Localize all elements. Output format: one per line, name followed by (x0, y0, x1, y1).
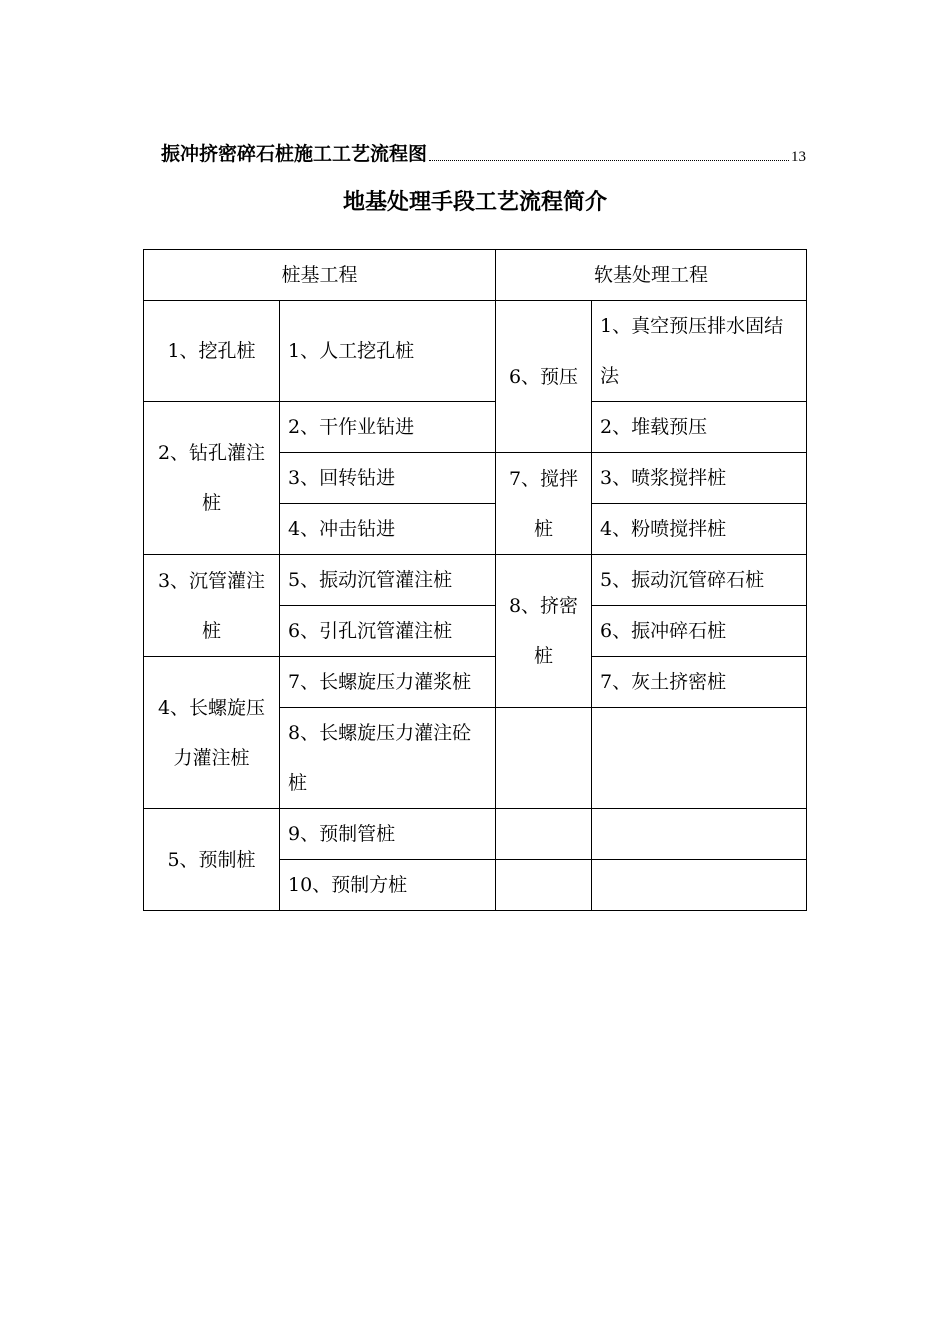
pile-category-3: 3、沉管灌注桩 (144, 555, 280, 657)
soft-method-1: 1、真空预压排水固结法 (592, 301, 807, 402)
pile-category-2: 2、钻孔灌注桩 (144, 402, 280, 555)
empty-cell (496, 860, 592, 911)
toc-entry[interactable] (161, 138, 806, 166)
pile-category-4: 4、长螺旋压力灌注桩 (144, 657, 280, 809)
empty-cell (592, 708, 807, 809)
soft-category-8: 8、挤密桩 (496, 555, 592, 708)
pile-method-9: 9、预制管桩 (280, 809, 496, 860)
header-pile-engineering: 桩基工程 (144, 250, 496, 301)
pile-method-10: 10、预制方桩 (280, 860, 496, 911)
soft-method-3: 3、喷浆搅拌桩 (592, 453, 807, 504)
document-title: 地基处理手段工艺流程简介 (342, 189, 607, 215)
soft-method-4: 4、粉喷搅拌桩 (592, 504, 807, 555)
header-soft-foundation: 软基处理工程 (496, 250, 807, 301)
pile-category-5: 5、预制桩 (144, 809, 280, 911)
empty-cell (496, 809, 592, 860)
soft-method-6: 6、振冲碎石桩 (592, 606, 807, 657)
toc-entry-title[interactable]: 振冲挤密碎石桩施工工艺流程图 (161, 143, 428, 165)
pile-method-5: 5、振动沉管灌注桩 (280, 555, 496, 606)
pile-method-6: 6、引孔沉管灌注桩 (280, 606, 496, 657)
pile-method-4: 4、冲击钻进 (280, 504, 496, 555)
pile-method-2: 2、干作业钻进 (280, 402, 496, 453)
soft-method-7: 7、灰土挤密桩 (592, 657, 807, 708)
empty-cell (496, 708, 592, 809)
pile-method-3: 3、回转钻进 (280, 453, 496, 504)
pile-method-7: 7、长螺旋压力灌浆桩 (280, 657, 496, 708)
soft-category-6: 6、预压 (496, 301, 592, 453)
table-row (144, 555, 807, 606)
pile-method-1: 1、人工挖孔桩 (280, 301, 496, 402)
pile-category-1: 1、挖孔桩 (144, 301, 280, 402)
table-header-row (144, 250, 807, 301)
soft-category-7: 7、搅拌桩 (496, 453, 592, 555)
pile-method-8: 8、长螺旋压力灌注砼桩 (280, 708, 496, 809)
empty-cell (592, 809, 807, 860)
soft-method-5: 5、振动沉管碎石桩 (592, 555, 807, 606)
empty-cell (592, 860, 807, 911)
table-row (144, 809, 807, 860)
soft-method-2: 2、堆载预压 (592, 402, 807, 453)
table-row (144, 402, 807, 453)
toc-leader-dots (429, 159, 789, 161)
toc-page-number: 13 (791, 149, 806, 165)
method-table (143, 249, 807, 911)
